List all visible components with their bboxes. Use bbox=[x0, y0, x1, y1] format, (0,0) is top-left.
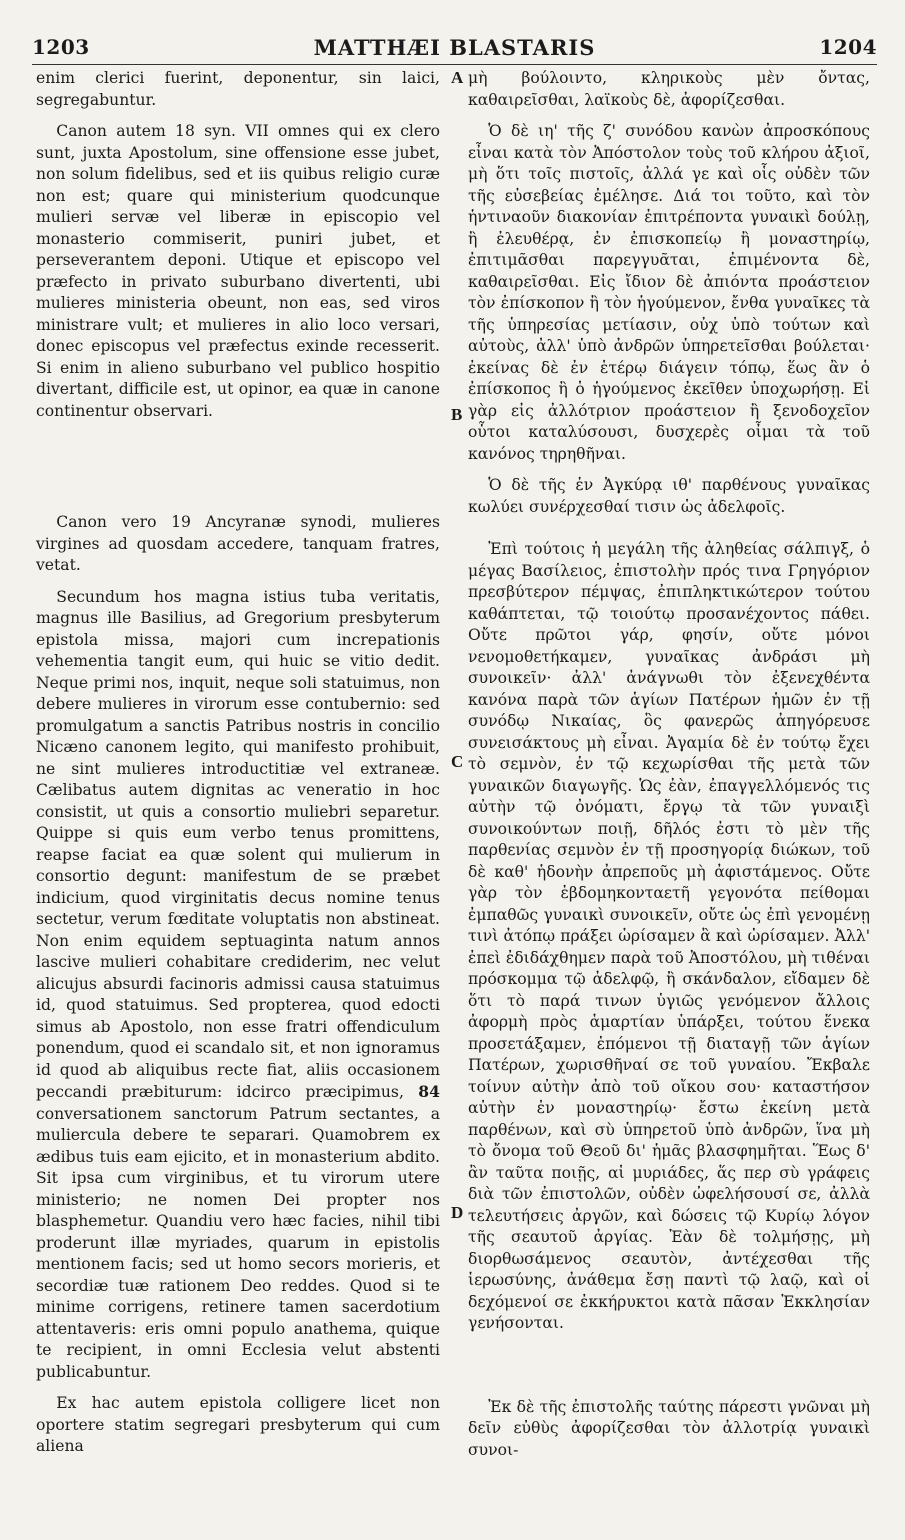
greek-column bbox=[468, 68, 870, 1520]
greek-paragraph: μὴ βούλοιντο, κληρικοὺς μὲν ὄντας, καθαιρεῖσθαι, λαϊκοὺς δὲ, ἀφορίζεσθαι. bbox=[468, 69, 870, 109]
page-header bbox=[32, 30, 877, 65]
latin-text: Secundum hos magna istius tuba veritatis, magnus ille Basilius, ad Gregorium presbyterum epistola missa, majori cum increpationis vehementia tangit eum, qui huic se vitio dedit. Neque primi nos, inquit, neque soli statuimus, non debere mulieres in virorum esse contubernio: sed promulgatum a sanctis Patribus nostris in concilio Nicæno canonem legito, qui manifesto prohibuit, ne sint mulieres introductitiæ vel extraneæ. Cælibatus autem dignitas ac veneratio in hoc consistit, ut quis a consortio muliebri separetur. Quippe si quis eum verbo tenus promittens, reapse faciat ea quæ solent qui mulierum in consortio degunt: manifestum de se præbet indicium, quod virginitatis decus nomine tenus sectetur, verum fœditate voluptatis non abstineat. Non enim equidem septuaginta natum annos lascive mulieri cohabitare crediderim, nec velut alicujus absurdi facinoris admissi causa statuimus id, quod statuimus. Sed propterea, quod edocti simus ab Apostolo, non esse fratri offendiculum ponendum, quod ei scandalo sit, et non ignoramus id quod ab aliquibus recte fiat, aliis occasionem peccandi præbiturum: idcirco præcipimus, bbox=[36, 587, 440, 1101]
latin-paragraph: Ex hac autem epistola colligere licet non oportere statim segregari presbyterum qui cum aliena bbox=[36, 1394, 440, 1455]
page-number-right: 1204 bbox=[819, 35, 877, 59]
latin-paragraph: Canon vero 19 Ancyranæ synodi, mulieres virgines ad quosdam accedere, tanquam fratres, vetat. bbox=[36, 513, 440, 574]
margin-letter-b: B bbox=[451, 405, 463, 424]
latin-paragraph bbox=[36, 587, 440, 1384]
margin-letter-a: A bbox=[451, 68, 464, 87]
greek-paragraph: Ὁ δὲ τῆς ἐν Ἀγκύρᾳ ιθ' παρθένους γυναῖκας κωλύει συνέρχεσθαί τισιν ὡς ἀδελφοῖς. bbox=[468, 476, 870, 516]
latin-column bbox=[36, 68, 440, 1520]
running-title: MATTHÆI BLASTARIS bbox=[313, 34, 596, 60]
latin-text: conversationem sanctorum Patrum sectantes, a muliercula debere te separari. Quamobrem ex ædibus tuis eam ejicito, et in monasterium abdito. Sit ipsa cum virginibus, et tu virorum utere ministerio; ne nomen Dei propter nos blasphemetur. Quandiu vero hæc facies, nihil tibi proderunt illæ myriades, quarum in epistolis mentionem facis; sed ut homo secors morieris, et secordiæ tuæ rationem Deo reddes. Quod si te minime corrigens, retinere tamen sacerdotium attentaveris: eris omni populo anathema, quique te recipient, in omni Ecclesia velut abstenti publicabuntur. bbox=[36, 1104, 440, 1381]
margin-letter-c: C bbox=[451, 752, 464, 771]
margin-letter-d: D bbox=[451, 1203, 464, 1222]
latin-paragraph: Canon autem 18 syn. VII omnes qui ex clero sunt, juxta Apostolum, sine offensione esse jubet, non solum fidelibus, sed et iis quibus religio curæ non est; quare qui ministerium quodcunque mulieri servæ vel liberæ in episcopio vel monasterio commiserit, puniri jubet, et perseverantem deponi. Utique et episcopo vel præfecto in privato suburbano divertenti, ubi mulieres ministeria obeunt, non eas, sed viros ministrare vult; et mulieres in alio loco versari, donec episcopus vel præfectus exinde recesserit. Si enim in alieno suburbano vel publico hospitio divertant, difficile est, ut opinor, ea quæ in canone continentur observari. bbox=[36, 122, 440, 420]
column-number: 84 bbox=[418, 1082, 440, 1101]
greek-paragraph: Ἐπὶ τούτοις ἡ μεγάλη τῆς ἀληθείας σάλπιγξ, ὁ μέγας Βασίλειος, ἐπιστολὴν πρός τινα Γρηγόριον πρεσβύτερον πέμψας, ἐπιπληκτικώτερον τούτου καθάπτεται, τῷ τοιούτῳ προσανέχοντος πάθει. Οὔτε πρῶτοι γάρ, φησίν, οὔτε μόνοι νενομοθετήκαμεν, γυναῖκας ἀνδράσι μὴ συνοικεῖν· ἀλλ' ἀνάγνωθι τὸν ἐξενεχθέντα κανόνα παρὰ τῶν ἁγίων Πατέρων ἡμῶν ἐν τῇ συνόδῳ Νικαίας, ὃς φανερῶς ἀπηγόρευσε συνεισάκτους μὴ εἶναι. Ἀγαμία δὲ ἐν τούτῳ ἔχει τὸ σεμνὸν, ἐν τῷ κεχωρίσθαι τῆς μετὰ τῶν γυναικῶν διαγωγῆς. Ὡς ἐὰν, ἐπαγγελλόμενός τις αὐτὴν τῷ ὀνόματι, ἔργῳ τὰ τῶν γυναιξὶ συνοικούντων ποιῇ, δῆλός ἐστι τὸ μὲν τῆς παρθενίας σεμνὸν ἐν τῇ προσηγορίᾳ διώκων, τοῦ δὲ καθ' ἡδονὴν ἀπρεποῦς μὴ ἀφιστάμενος. Οὔτε γὰρ τὸν ἑβδομηκονταετῆ γεγονότα πείθομαι ἐμπαθῶς γυναικὶ συνοικεῖν, οὔτε ὡς ἐπὶ γενομένῃ τινὶ ἀτόπῳ πράξει ὡρίσαμεν ἃ καὶ ὡρίσαμεν. Ἀλλ' ἐπεὶ ἐδιδάχθημεν παρὰ τοῦ Ἀποστόλου, μὴ τιθέναι πρόσκομμα τῷ ἀδελφῷ, ἢ σκάνδαλον, εἴδαμεν δὲ ὅτι τὸ παρά τινων ὑγιῶς γενόμενον ἄλλοις ἀφορμὴ πρὸς ἁμαρτίαν ὑπάρξει, τούτου ἕνεκα προσετάξαμεν, ἑπόμενοι τῇ διαταγῇ τῶν ἁγίων Πατέρων, χωρισθῆναί σε τοῦ γυναίου. Ἔκβαλε τοίνυν αὐτὴν ἀπὸ τοῦ οἴκου σου· καταστήσον αὐτὴν ἐν μοναστηρίῳ· ἔστω ἐκείνη μετὰ παρθένων, καὶ σὺ ὑπηρετοῦ ὑπὸ ἀνδρῶν, ἵνα μὴ τὸ ὄνομα τοῦ Θεοῦ δι' ἡμᾶς βλασφημῆται. Ἕως δ' ἂν ταῦτα ποιῇς, αἱ μυριάδες, ἅς περ σὺ γράφεις διὰ τῶν ἐπιστολῶν, οὐδὲν ὠφελήσουσί σε, ἀλλὰ τελευτήσεις ἀργῶν, καὶ δώσεις τῷ Κυρίῳ λόγον τῆς σεαυτοῦ ἀργίας. Ἐὰν δὲ τολμήσῃς, μὴ διορθωσάμενος σεαυτὸν, ἀντέχεσθαι τῆς ἱερωσύνης, ἀνάθεμα ἔσῃ παντὶ τῷ λαῷ, καὶ οἱ δεχόμενοί σε ἐκκήρυκτοι κατὰ πᾶσαν Ἐκκλησίαν γενήσονται. bbox=[468, 540, 870, 1332]
latin-paragraph: enim clerici fuerint, deponentur, sin laici, segregabuntur. bbox=[36, 69, 440, 109]
greek-paragraph: Ὁ δὲ ιη' τῆς ζ' συνόδου κανὼν ἀπροσκόπους εἶναι κατὰ τὸν Ἀπόστολον τοὺς τοῦ κλήρου ἀξιοῖ, μὴ ὅτι τοῖς πιστοῖς, ἀλλά γε καὶ οἷς οὐδὲν τῶν τῆς εὐσεβείας ἐμέλησε. Διά τοι τοῦτο, καὶ τὸν ἡντιναοῦν διακονίαν ἐπιτρέποντα γυναικὶ δούλῃ, ἢ ἐλευθέρᾳ, ἐν ἐπισκοπείῳ ἢ μοναστηρίῳ, ἐπιτιμᾶσθαι παρεγγυᾶται, ἐπιμένοντα δὲ, καθαιρεῖσθαι. Εἰς ἴδιον δὲ ἀπιόντα προάστειον τὸν ἐπίσκοπον ἢ τὸν ἡγούμενον, ἔνθα γυναῖκες τὰ τῆς ὑπηρεσίας μετίασιν, οὐχ ὑπὸ τούτων καὶ αὐτοὺς, ἀλλ' ὑπὸ ἀνδρῶν ὑπηρετεῖσθαι βούλεται· ἐκείνας δὲ ἐν ἑτέρῳ διάγειν τόπῳ, ἕως ἂν ὁ ἐπίσκοπος ἢ ὁ ἡγούμενος ἐκεῖθεν ὑποχωρήσῃ. Εἰ γὰρ εἰς ἀλλότριον προάστειον ἢ ξενοδοχεῖον οὗτοι καταλύσουσι, δυσχερὲς οἶμαι τὰ τοῦ κανόνος τηρηθῆναι. bbox=[468, 122, 870, 463]
greek-paragraph: Ἐκ δὲ τῆς ἐπιστολῆς ταύτης πάρεστι γνῶναι μὴ δεῖν εὐθὺς ἀφορίζεσθαι τὸν ἀλλοτρίᾳ γυναικὶ συνοι- bbox=[468, 1397, 870, 1459]
page-number-left: 1203 bbox=[32, 35, 90, 59]
